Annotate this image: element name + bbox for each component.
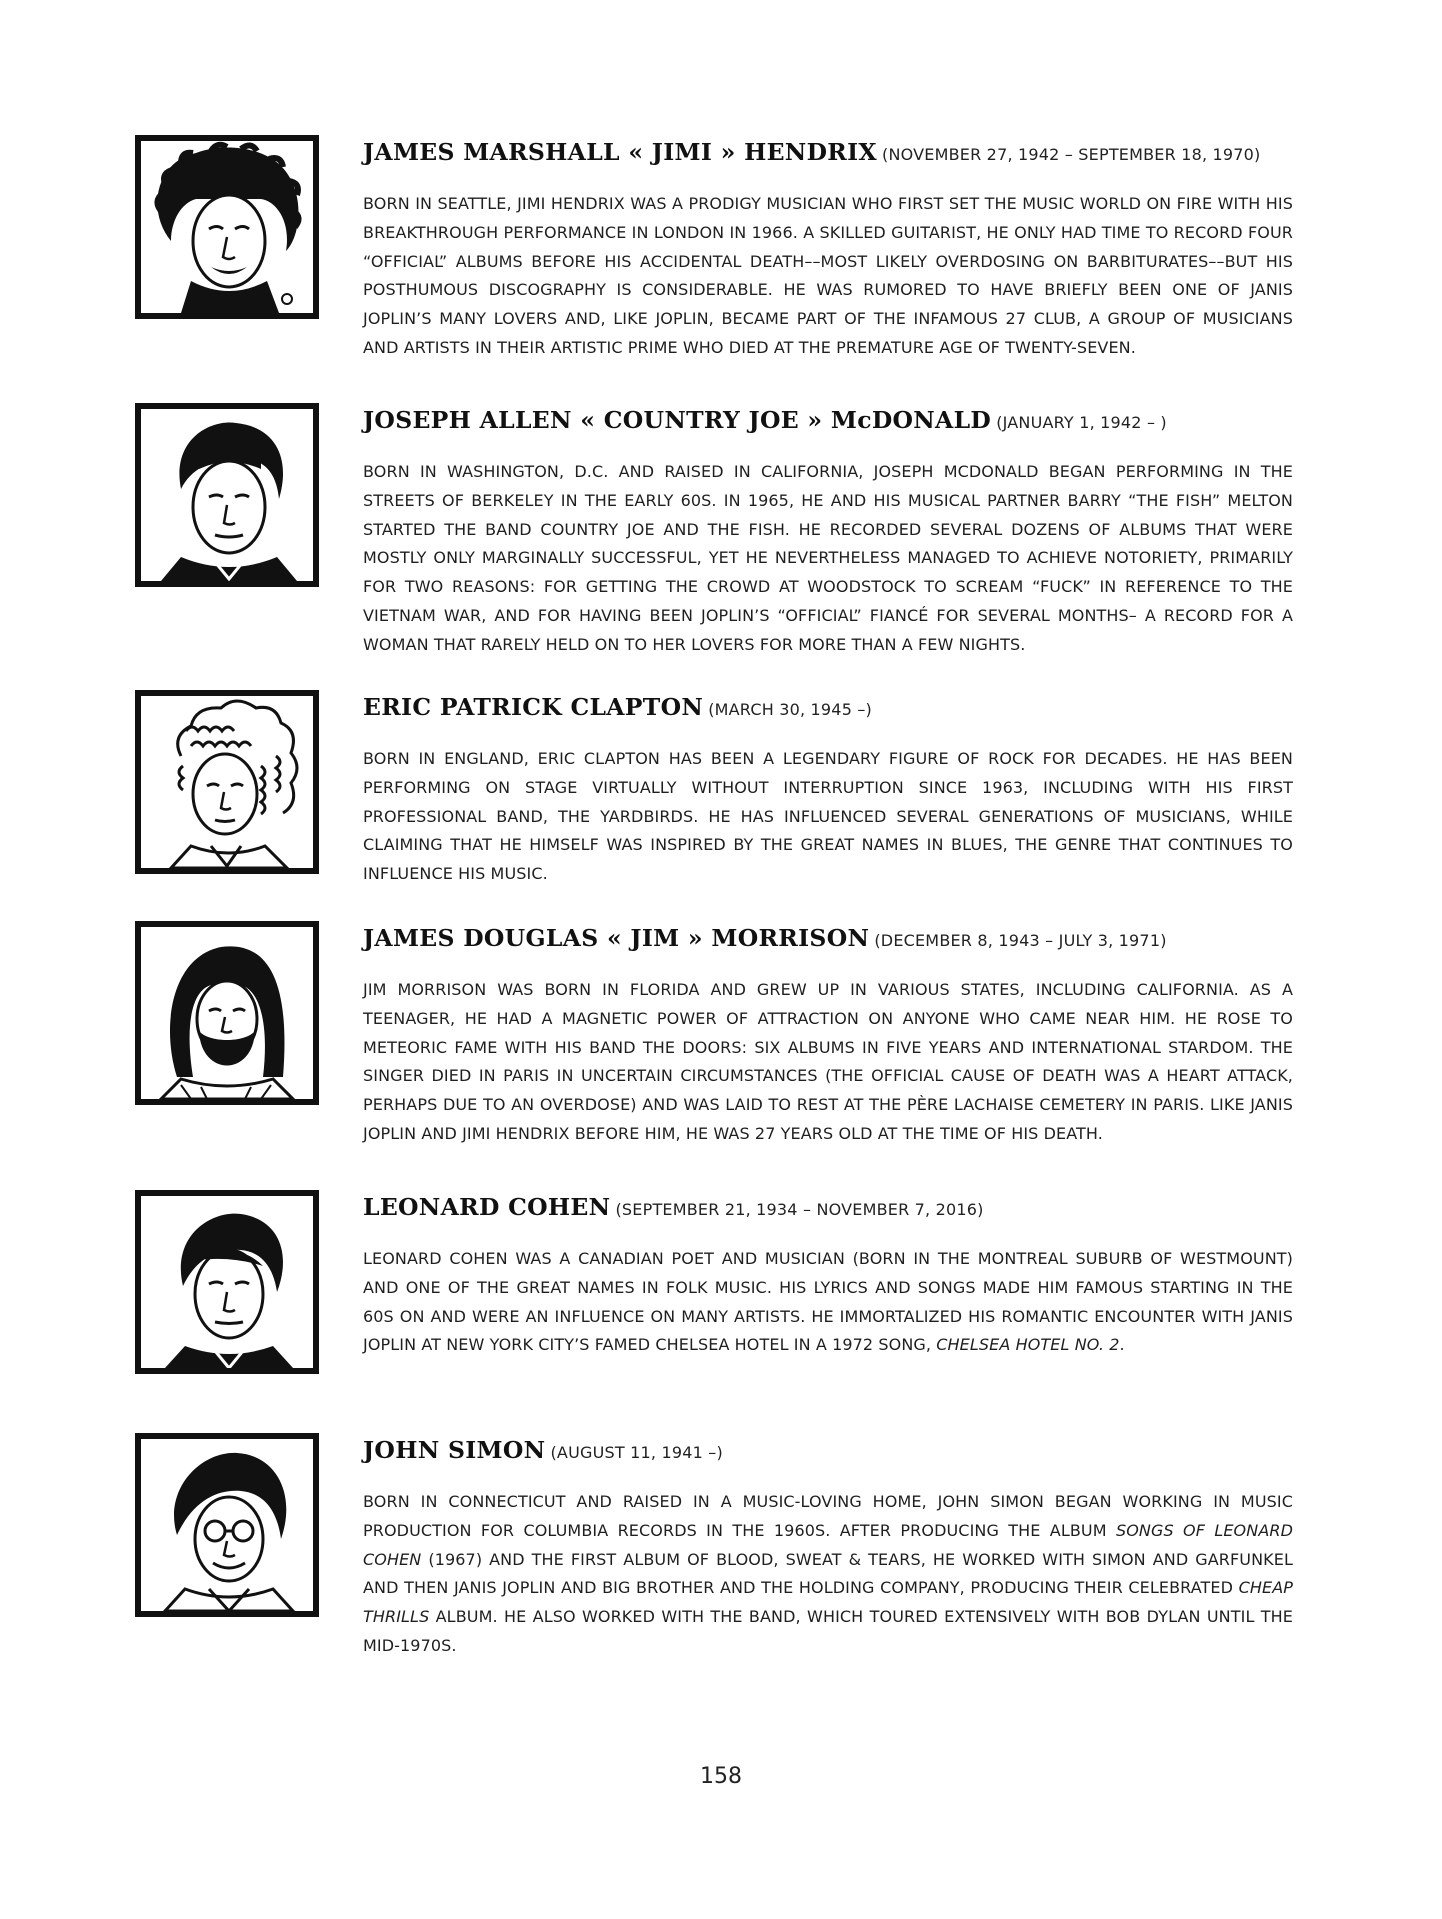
bio-name: ERIC PATRICK CLAPTON <box>363 693 704 721</box>
bio-name: JAMES MARSHALL « JIMI » HENDRIX <box>363 138 877 166</box>
bio-dates: (MARCH 30, 1945 –) <box>708 700 872 719</box>
bio-text: JIM MORRISON WAS BORN IN FLORIDA AND GREW UP IN VARIOUS STATES, INCLUDING CALIFORNIA. AS A TEENAGER, HE HAD A MAGNETIC POWER OF ATTRACTION ON ANYONE WHO CAME NEAR HIM. HE ROSE TO METEORIC FAME WITH HIS BAND THE DOORS: SIX ALBUMS IN FIVE YEARS AND INTERNATIONAL STARDOM. THE SINGER DIED IN PARIS IN UNCERTAIN CIRCUMSTANCES (THE OFFICIAL CAUSE OF DEATH WAS A HEART ATTACK, PERHAPS DUE TO AN OVERDOSE) AND WAS LAID TO REST AT THE PÈRE LACHAISE CEMETERY IN PARIS. LIKE JANIS JOPLIN AND JIMI HENDRIX BEFORE HIM, HE WAS 27 YEARS OLD AT THE TIME OF HIS DEATH. <box>363 980 1293 1143</box>
song-title: CHELSEA HOTEL NO. 2 <box>936 1335 1120 1355</box>
bio-dates: (JANUARY 1, 1942 – ) <box>996 413 1167 432</box>
bio-heading <box>363 403 1293 440</box>
bio-dates: (AUGUST 11, 1941 –) <box>550 1443 723 1462</box>
bio-text: BORN IN SEATTLE, JIMI HENDRIX WAS A PRODIGY MUSICIAN WHO FIRST SET THE MUSIC WORLD ON FIRE WITH HIS BREAKTHROUGH PERFORMANCE IN LONDON IN 1966. A SKILLED GUITARIST, HE ONLY HAD TIME TO RECORD FOUR “OFFICIAL” ALBUMS BEFORE HIS ACCIDENTAL DEATH––MOST LIKELY OVERDOSING ON BARBITURATES––BUT HIS POSTHUMOUS DISCOGRAPHY IS CONSIDERABLE. HE WAS RUMORED TO HAVE BRIEFLY BEEN ONE OF JANIS JOPLIN’S MANY LOVERS AND, LIKE JOPLIN, BECAME PART OF THE INFAMOUS 27 CLUB, A GROUP OF MUSICIANS AND ARTISTS IN THEIR ARTISTIC PRIME WHO DIED AT THE PREMATURE AGE OF TWENTY-SEVEN. <box>363 194 1293 357</box>
portrait-drawing <box>141 1439 313 1611</box>
bio-text-part: BORN IN CONNECTICUT AND RAISED IN A MUSIC-LOVING HOME, JOHN SIMON BEGAN WORKING IN MUSIC PRODUCTION FOR COLUMBIA RECORDS IN THE 1960S. AFTER PRODUCING THE ALBUM <box>363 1492 1293 1540</box>
bio-name: JOHN SIMON <box>363 1436 546 1464</box>
bio-text-part: . <box>1119 1335 1125 1355</box>
bio-name: JOSEPH ALLEN « COUNTRY JOE » McDONALD <box>363 406 992 434</box>
bio-name: JAMES DOUGLAS « JIM » MORRISON <box>363 924 870 952</box>
portrait-eric-clapton <box>135 690 319 874</box>
bio-text <box>363 1488 1293 1661</box>
portrait-drawing <box>141 409 313 581</box>
portrait-country-joe-mcdonald <box>135 403 319 587</box>
bio-text: BORN IN ENGLAND, ERIC CLAPTON HAS BEEN A LEGENDARY FIGURE OF ROCK FOR DECADES. HE HAS BEEN PERFORMING ON STAGE VIRTUALLY WITHOUT INTERRUPTION SINCE 1963, INCLUDING WITH HIS FIRST PROFESSIONAL BAND, THE YARDBIRDS. HE HAS INFLUENCED SEVERAL GENERATIONS OF MUSICIANS, WHILE CLAIMING THAT HE HIMSELF WAS INSPIRED BY THE GREAT NAMES IN BLUES, THE GENRE THAT CONTINUES TO INFLUENCE HIS MUSIC. <box>363 749 1293 884</box>
bio-dates: (NOVEMBER 27, 1942 – SEPTEMBER 18, 1970) <box>882 145 1261 164</box>
portrait-drawing <box>141 927 313 1099</box>
bio-text-part: (1967) AND THE FIRST ALBUM OF BLOOD, SWEAT & TEARS, HE WORKED WITH SIMON AND GARFUNKEL AND THEN JANIS JOPLIN AND BIG BROTHER AND THE HOLDING COMPANY, PRODUCING THEIR CELEBRATED <box>363 1549 1293 1598</box>
bio-heading <box>363 1190 1293 1227</box>
bio-dates: (DECEMBER 8, 1943 – JULY 3, 1971) <box>874 931 1167 950</box>
bio-text-part: ALBUM. HE ALSO WORKED WITH THE BAND, WHICH TOURED EXTENSIVELY WITH BOB DYLAN UNTIL THE MID-1970S. <box>363 1607 1293 1655</box>
bio-text-part: LEONARD COHEN WAS A CANADIAN POET AND MUSICIAN (BORN IN THE MONTREAL SUBURB OF WESTMOUNT) AND ONE OF THE GREAT NAMES IN FOLK MUSIC. HIS LYRICS AND SONGS MADE HIM FAMOUS STARTING IN THE 60S ON AND WERE AN INFLUENCE ON MANY ARTISTS. HE IMMORTALIZED HIS ROMANTIC ENCOUNTER WITH JANIS JOPLIN AT NEW YORK CITY’S FAMED CHELSEA HOTEL IN A 1972 SONG, <box>363 1249 1293 1355</box>
bio-heading <box>363 690 1293 727</box>
portrait-drawing <box>141 1196 313 1368</box>
portrait-drawing <box>141 696 313 868</box>
portrait-leonard-cohen <box>135 1190 319 1374</box>
bio-heading <box>363 135 1293 172</box>
bio-dates: (SEPTEMBER 21, 1934 – NOVEMBER 7, 2016) <box>615 1200 984 1219</box>
portrait-drawing <box>141 141 313 313</box>
album-title: CHEAP THRILLS <box>363 1578 1293 1627</box>
portrait-john-simon <box>135 1433 319 1617</box>
portrait-jim-morrison <box>135 921 319 1105</box>
bio-heading <box>363 1433 1293 1470</box>
bio-text: BORN IN WASHINGTON, D.C. AND RAISED IN CALIFORNIA, JOSEPH MCDONALD BEGAN PERFORMING IN THE STREETS OF BERKELEY IN THE EARLY 60S. IN 1965, HE AND HIS MUSICAL PARTNER BARRY “THE FISH” MELTON STARTED THE BAND COUNTRY JOE AND THE FISH. HE RECORDED SEVERAL DOZENS OF ALBUMS THAT WERE MOSTLY ONLY MARGINALLY SUCCESSFUL, YET HE NEVERTHELESS MANAGED TO ACHIEVE NOTORIETY, PRIMARILY FOR TWO REASONS: FOR GETTING THE CROWD AT WOODSTOCK TO SCREAM “FUCK” IN REFERENCE TO THE VIETNAM WAR, AND FOR HAVING BEEN JOPLIN’S “OFFICIAL” FIANCÉ FOR SEVERAL MONTHS– A RECORD FOR A WOMAN THAT RARELY HELD ON TO HER LOVERS FOR MORE THAN A FEW NIGHTS. <box>363 462 1293 654</box>
bio-name: LEONARD COHEN <box>363 1193 611 1221</box>
album-title: SONGS OF LEONARD COHEN <box>363 1520 1293 1569</box>
portrait-jimi-hendrix <box>135 135 319 319</box>
bio-text <box>363 1245 1293 1360</box>
page-number: 158 <box>700 1764 742 1789</box>
bio-heading <box>363 921 1293 958</box>
